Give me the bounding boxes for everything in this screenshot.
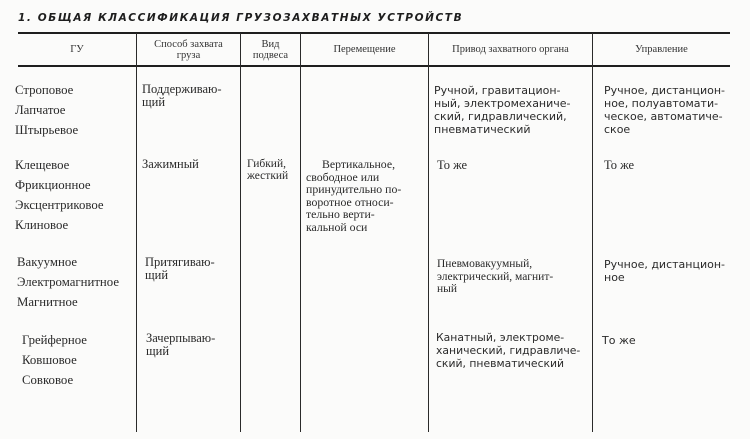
gu-item: Ковшовое (22, 353, 77, 367)
cell-line: Вертикальное, (322, 157, 396, 171)
table-row-3-gu (17, 252, 135, 312)
table-row-2-capture (142, 158, 238, 171)
gu-item: Электромагнитное (17, 275, 120, 289)
cell-line: ный, электромеханиче- (434, 97, 571, 110)
cell-line: воротное относи- (306, 194, 394, 209)
cell-line: жесткий (247, 170, 289, 182)
cell-line: То же (604, 158, 635, 172)
cell-line: То же (602, 334, 636, 347)
cell-line: Канатный, электроме- (436, 331, 565, 344)
gu-item: Эксцентриковое (15, 198, 104, 212)
header-line: груза (176, 49, 201, 61)
cell-line: ный (437, 283, 458, 295)
cell-line: принудительно по- (306, 182, 402, 196)
cell-line: щий (145, 268, 169, 282)
cell-line: ное (604, 271, 625, 284)
cell-line: Гибкий, (247, 158, 286, 170)
gu-item: Фрикционное (15, 178, 91, 192)
col-divider-3 (300, 33, 301, 432)
header-suspension (241, 34, 300, 65)
table-row-1-gu (15, 80, 133, 140)
gu-item: Строповое (15, 83, 74, 97)
col-divider-5 (592, 33, 593, 432)
cell-line: ский, гидравлический, (434, 110, 567, 123)
table-row-4-drive (436, 331, 588, 370)
header-drive (429, 34, 592, 65)
cell-line: щий (142, 95, 166, 109)
gu-item: Магнитное (17, 295, 78, 309)
cell-line: ханический, гидравличе- (436, 344, 581, 357)
table-row-1-control (604, 84, 728, 136)
cell-line: ческое, автоматиче- (604, 110, 723, 123)
cell-line: тельно верти- (306, 207, 375, 221)
gu-item: Штырьевое (15, 123, 79, 137)
header-line: Способ захвата (154, 38, 223, 50)
gu-item: Клещевое (15, 158, 70, 172)
table-row-1-capture (142, 83, 238, 109)
header-gu-label: ГУ (70, 44, 84, 55)
table-title: 1. ОБЩАЯ КЛАССИФИКАЦИЯ ГРУЗОЗАХВАТНЫХ УСТРОЙСТВ (18, 12, 464, 24)
header-capture-method-label (154, 39, 223, 61)
cell-line: Ручной, гравитацион- (434, 84, 561, 97)
cell-line: Зажимный (142, 157, 199, 171)
gu-item: Вакуумное (17, 255, 78, 269)
cell-line: кальной оси (306, 219, 368, 234)
table-row-3-drive (437, 258, 587, 296)
table-row-2-movement (306, 158, 424, 233)
header-movement (301, 34, 428, 65)
header-suspension-label (253, 39, 288, 61)
table-row-4-gu (22, 330, 140, 390)
cell-line: ное, полуавтомати- (604, 97, 719, 110)
cell-line: Пневмовакуумный, (437, 258, 533, 270)
cell-line: свободное или (306, 169, 380, 184)
cell-line: ское (604, 123, 631, 136)
table-row-4-control (602, 334, 726, 347)
cell-line: пневматический (434, 123, 531, 136)
header-control-label: Управление (635, 44, 688, 55)
cell-line: Ручное, дистанцион- (604, 84, 725, 97)
table-row-2-drive (437, 159, 587, 172)
header-gu (18, 34, 136, 65)
table-row-3-control (604, 258, 728, 284)
cell-line: щий (146, 344, 170, 358)
cell-line: То же (437, 158, 468, 172)
table-row-2-suspension (247, 158, 299, 182)
header-drive-label: Привод захватного органа (452, 44, 569, 55)
header-line: Вид (261, 38, 280, 50)
header-bottom-rule (18, 65, 730, 67)
table-row-2-control (604, 159, 728, 172)
col-divider-4 (428, 33, 429, 432)
header-movement-label: Перемещение (333, 44, 396, 55)
table-row-3-capture (145, 256, 239, 282)
table-row-2-gu (15, 155, 133, 235)
gu-item: Лапчатое (15, 103, 66, 117)
cell-line: Притягиваю- (145, 255, 215, 269)
cell-line: Зачерпываю- (146, 331, 216, 345)
cell-line: Поддерживаю- (142, 82, 222, 96)
cell-line: электрический, магнит- (437, 270, 554, 283)
gu-item: Клиновое (15, 218, 69, 232)
cell-line: Ручное, дистанцион- (604, 258, 725, 271)
header-capture-method (137, 34, 240, 65)
table-row-4-capture (146, 332, 240, 358)
col-divider-2 (240, 33, 241, 432)
header-control (593, 34, 730, 65)
cell-line: ский, пневматический (436, 357, 565, 370)
header-line: подвеса (252, 49, 289, 61)
gu-item: Грейферное (22, 333, 87, 347)
gu-item: Совковое (22, 373, 74, 387)
table-row-1-drive (434, 84, 589, 136)
